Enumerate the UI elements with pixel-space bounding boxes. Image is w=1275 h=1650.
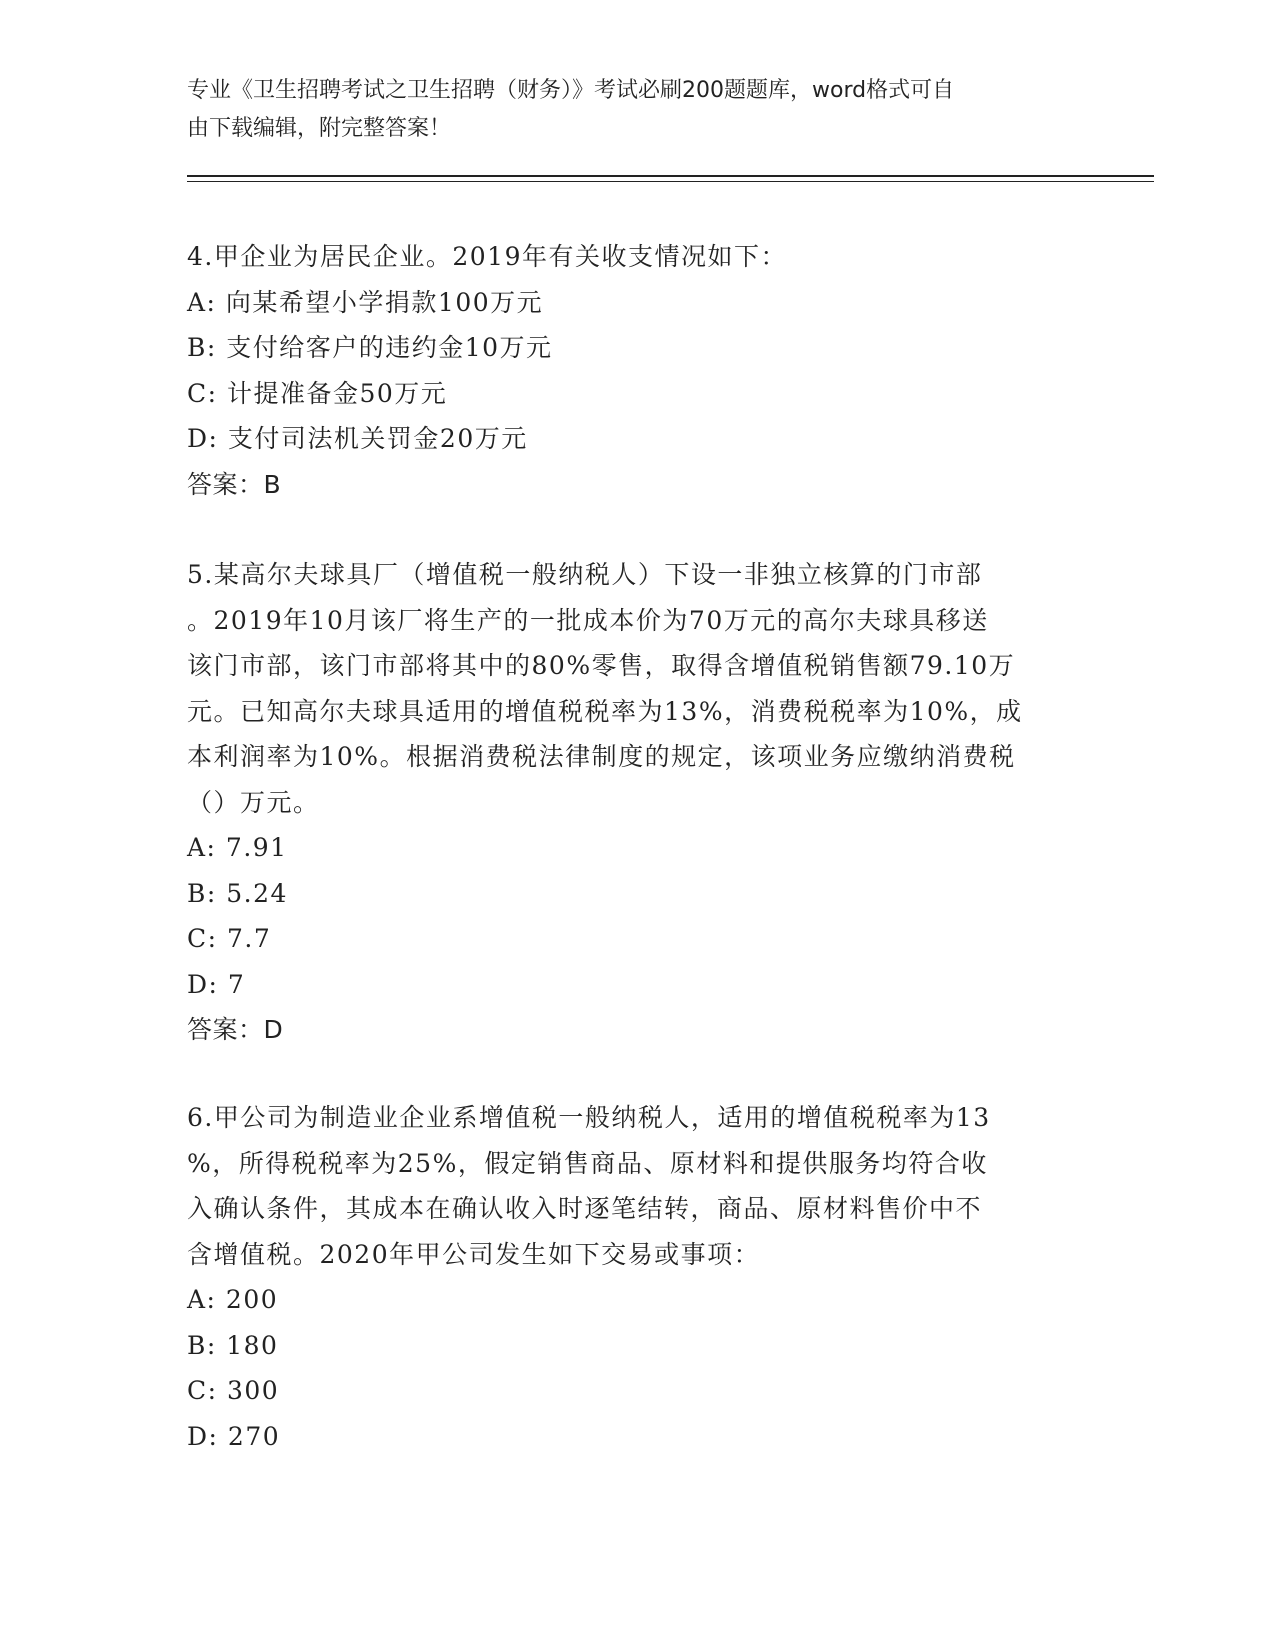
option-b: B: 支付给客户的违约金10万元 bbox=[187, 333, 553, 362]
option-d: D: 支付司法机关罚金20万元 bbox=[187, 424, 528, 453]
option-d: D: 270 bbox=[187, 1421, 281, 1451]
question-text-line: 该门市部，该门市部将其中的80%零售，取得含增值税销售额79.10万 bbox=[187, 651, 1016, 680]
option-a: A: 向某希望小学捐款100万元 bbox=[187, 287, 544, 317]
option-c: C: 7.7 bbox=[187, 924, 272, 953]
header-divider-thick bbox=[187, 175, 1154, 177]
question-5 bbox=[187, 552, 1077, 1053]
header-line-1: 专业《卫生招聘考试之卫生招聘（财务）》考试必刷200题题库，word格式可自 bbox=[187, 78, 955, 103]
question-4 bbox=[187, 234, 1077, 507]
question-text-line: 入确认条件，其成本在确认收入时逐笔结转，商品、原材料售价中不 bbox=[187, 1194, 983, 1223]
option-c: C: 300 bbox=[187, 1376, 280, 1405]
option-b: B: 5.24 bbox=[187, 878, 288, 908]
question-text-line: 5.某高尔夫球具厂（增值税一般纳税人）下设一非独立核算的门市部 bbox=[187, 560, 983, 589]
header-line-2: 由下载编辑，附完整答案！ bbox=[187, 116, 452, 141]
answer-line: 答案：B bbox=[187, 469, 282, 499]
document-header bbox=[187, 72, 1087, 148]
header-divider-thin bbox=[187, 181, 1154, 182]
question-text-line: 本利润率为10%。根据消费税法律制度的规定，该项业务应缴纳消费税 bbox=[187, 742, 1016, 771]
option-a: A: 7.91 bbox=[187, 833, 288, 862]
option-b: B: 180 bbox=[187, 1330, 279, 1360]
question-text-line: 6.甲公司为制造业企业系增值税一般纳税人，适用的增值税税率为13 bbox=[187, 1103, 991, 1132]
question-text-line: 。2019年10月该厂将生产的一批成本价为70万元的高尔夫球具移送 bbox=[187, 605, 989, 635]
answer-line: 答案：D bbox=[187, 1015, 284, 1044]
question-text-line: 含增值税。2020年甲公司发生如下交易或事项： bbox=[187, 1239, 761, 1269]
question-6 bbox=[187, 1095, 1077, 1459]
question-text-line: （）万元。 bbox=[187, 787, 320, 817]
option-d: D: 7 bbox=[187, 969, 246, 999]
question-text-line: 元。已知高尔夫球具适用的增值税税率为13%，消费税税率为10%，成 bbox=[187, 696, 1023, 726]
question-text-line: %，所得税税率为25%，假定销售商品、原材料和提供服务均符合收 bbox=[187, 1148, 988, 1178]
question-text-line: 4.甲企业为居民企业。2019年有关收支情况如下： bbox=[187, 242, 787, 271]
option-a: A: 200 bbox=[187, 1285, 279, 1314]
option-c: C: 计提准备金50万元 bbox=[187, 378, 448, 408]
